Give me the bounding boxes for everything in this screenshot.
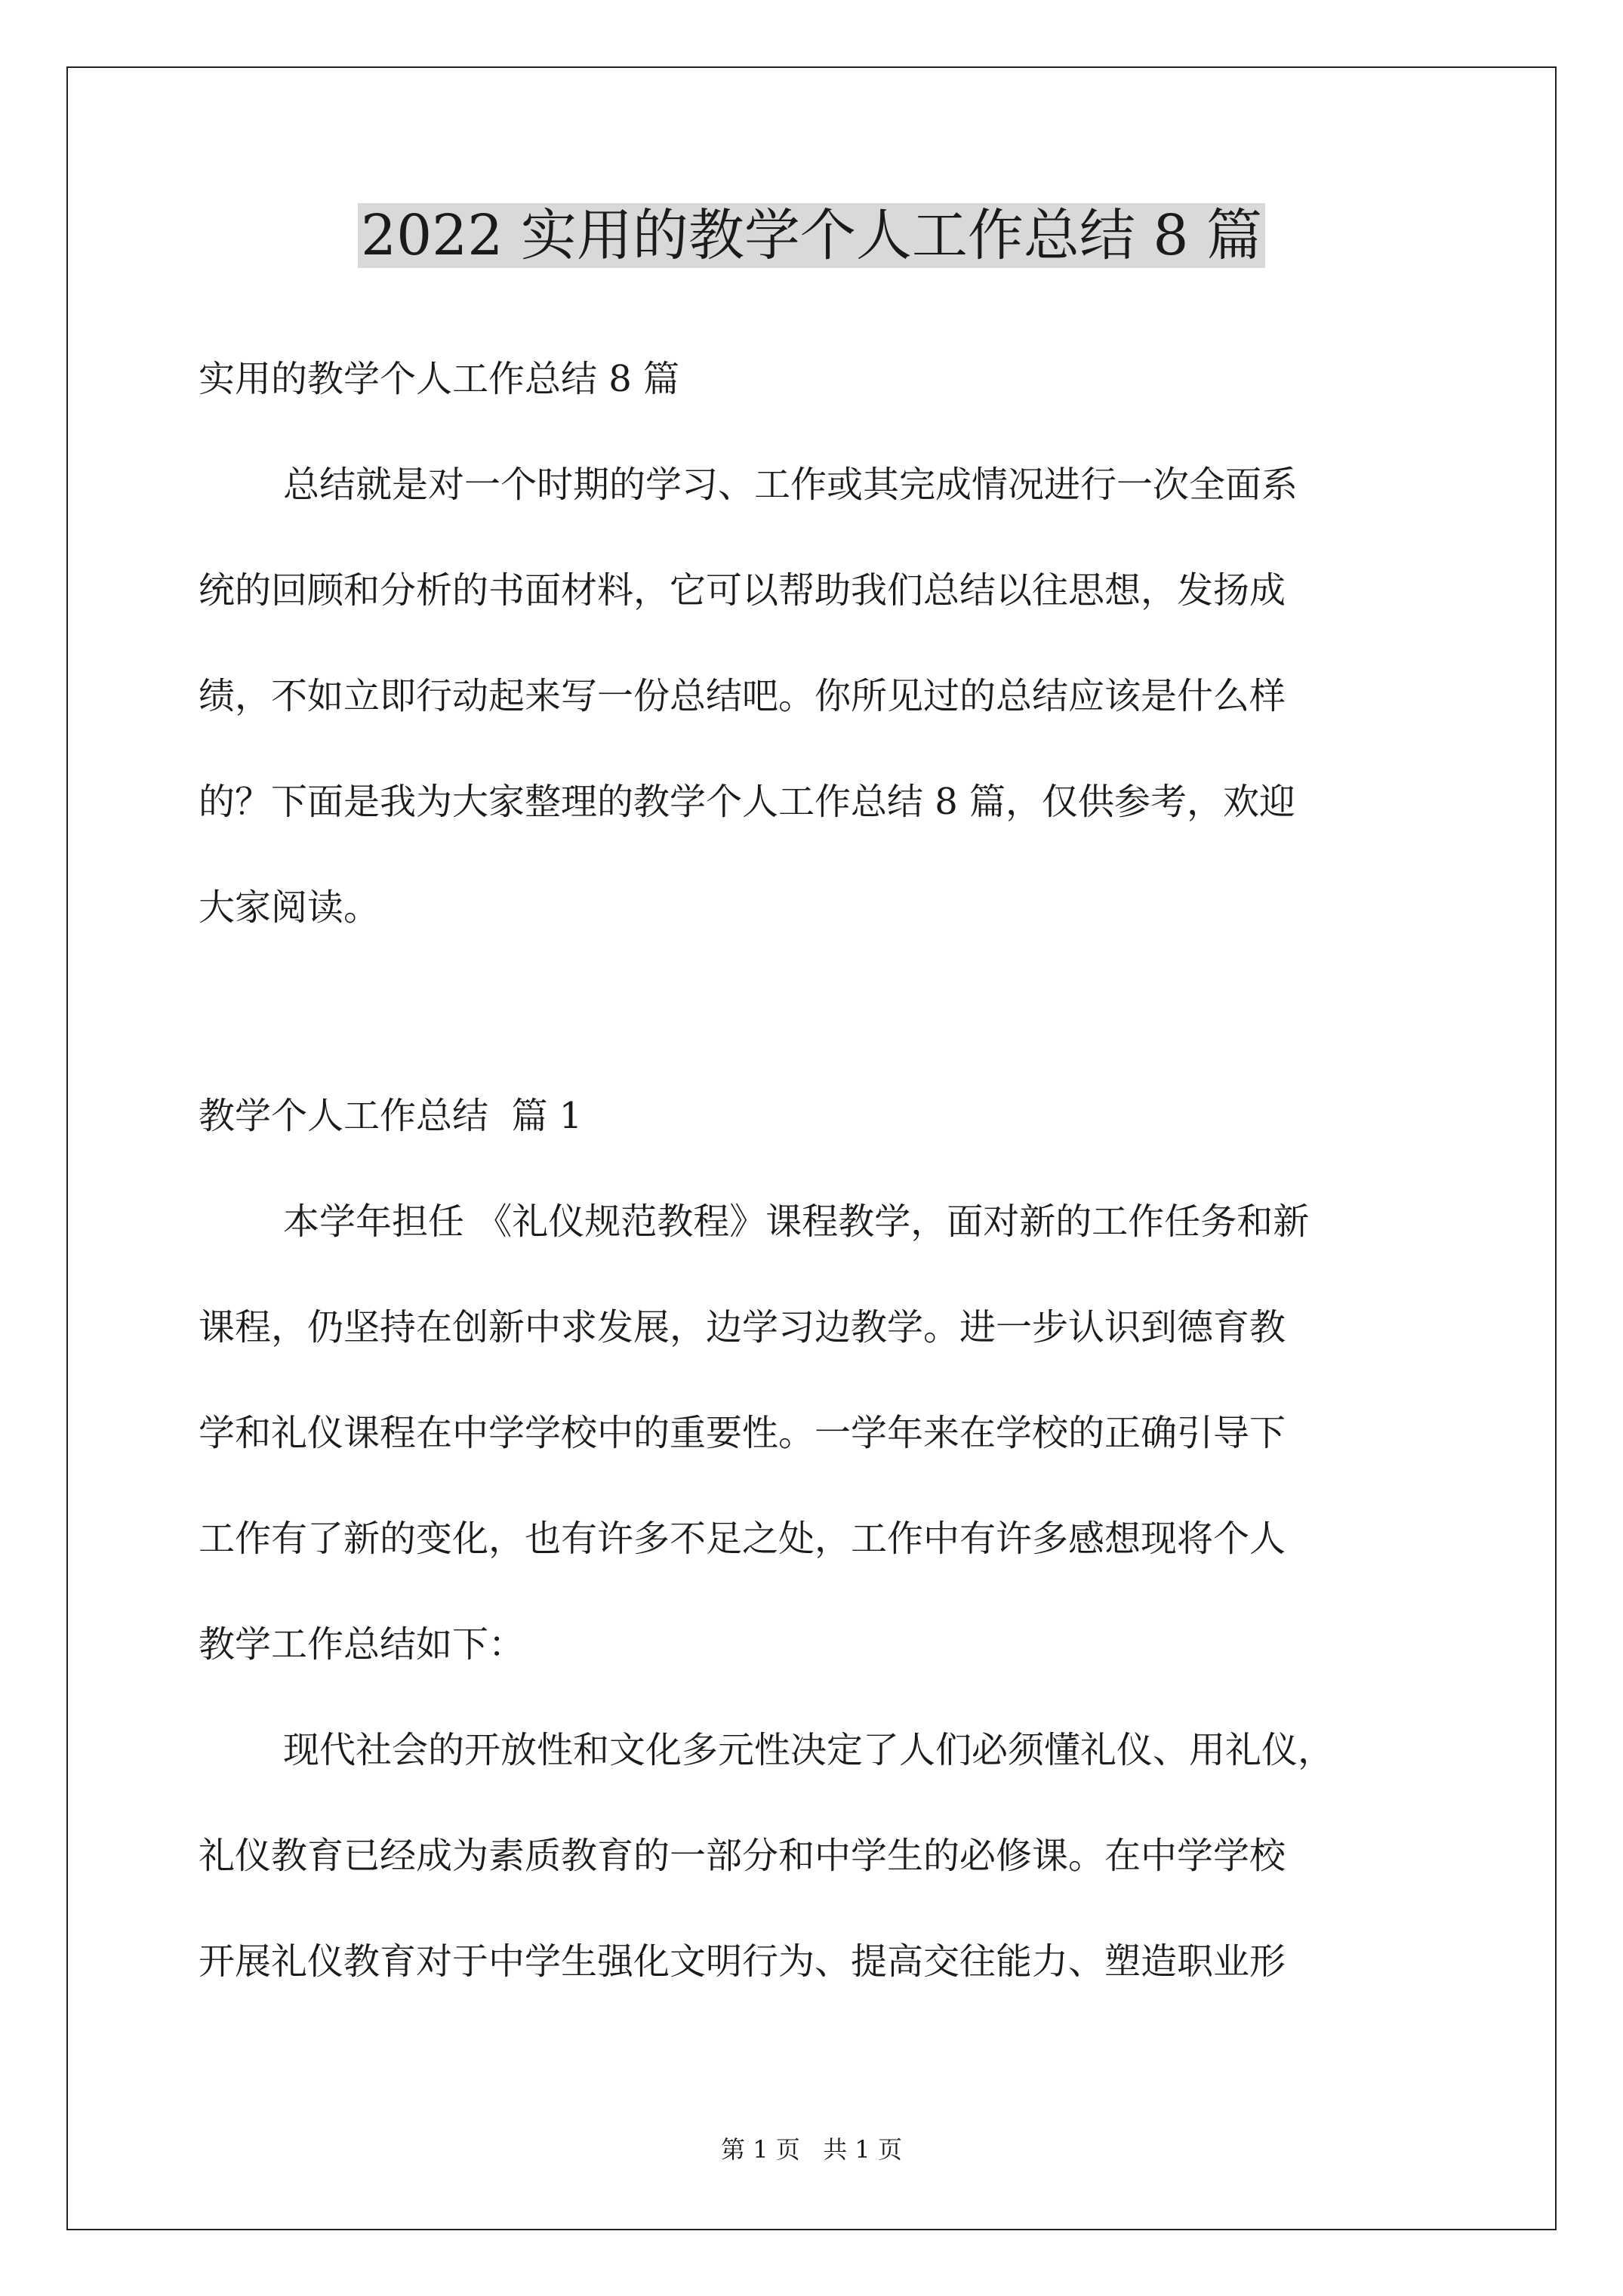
paragraph-line: 开展礼仪教育对于中学生强化文明行为、提高交往能力、塑造职业形 xyxy=(199,1940,1286,1983)
subtitle: 实用的教学个人工作总结 8 篇 xyxy=(199,358,680,400)
intro-line: 绩，不如立即行动起来写一份总结吧。你所见过的总结应该是什么样 xyxy=(199,675,1286,717)
paragraph-line: 本学年担任 《礼仪规范教程》课程教学，面对新的工作任务和新 xyxy=(283,1200,1310,1243)
paragraph-line: 现代社会的开放性和文化多元性决定了人们必须懂礼仪、用礼仪， xyxy=(283,1729,1335,1771)
intro-line: 的？下面是我为大家整理的教学个人工作总结 8 篇，仅供参考，欢迎 xyxy=(199,781,1296,823)
intro-line: 统的回顾和分析的书面材料，它可以帮助我们总结以往思想，发扬成 xyxy=(199,569,1286,612)
document-title: 2022 实用的教学个人工作总结 8 篇 xyxy=(0,198,1623,273)
paragraph-line: 礼仪教育已经成为素质教育的一部分和中学生的必修课。在中学学校 xyxy=(199,1835,1286,1877)
intro-line: 大家阅读。 xyxy=(199,886,380,929)
paragraph-line: 工作有了新的变化，也有许多不足之处，工作中有许多感想现将个人 xyxy=(199,1518,1286,1560)
paragraph-line: 教学工作总结如下： xyxy=(199,1623,525,1666)
section-heading: 教学个人工作总结 篇 1 xyxy=(199,1095,583,1137)
paragraph-line: 课程，仍坚持在创新中求发展，边学习边教学。进一步认识到德育教 xyxy=(199,1306,1286,1348)
page-footer: 第 1 页 共 1 页 xyxy=(721,2135,902,2164)
intro-line: 总结就是对一个时期的学习、工作或其完成情况进行一次全面系 xyxy=(283,464,1298,506)
paragraph-line: 学和礼仪课程在中学学校中的重要性。一学年来在学校的正确引导下 xyxy=(199,1412,1286,1454)
